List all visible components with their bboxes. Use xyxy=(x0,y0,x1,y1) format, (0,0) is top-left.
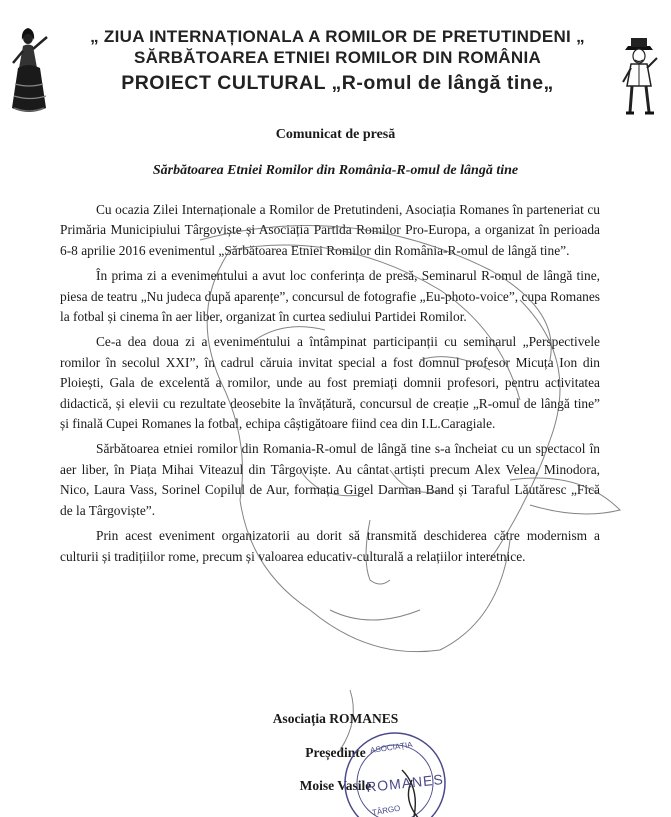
paragraph: Cu ocazia Zilei Internaționale a Romilor de Pretutindeni, Asociația Romanes în parteneriat cu Primăria Municipiului Târgoviște și Asociația Partida Romilor Pro-Europa, a organizat în perioada 6-8 aprilie 2016 evenimentul „Sărbătoarea Etniei Romilor din România-R-omul de lângă tine”. xyxy=(60,202,600,258)
signature-role: Președinte xyxy=(305,745,366,760)
stamp-top-text: ASOCIAȚIA xyxy=(369,740,414,755)
project-title: PROIECT CULTURAL „R-omul de lângă tine„ xyxy=(121,72,554,94)
paragraph: Prin acest eveniment organizatorii au dorit să transmită deschiderea către modernism a culturii și tradițiilor rome, precum și valoarea educativ-culturală a relațiilor interetnice. xyxy=(60,528,600,564)
paragraph: Sărbătoarea etniei romilor din Romania-R-omul de lângă tine s-a încheiat cu un spectacol în aer liber, în Piața Mihai Viteazul din Târgoviște. Au cântat artiști precum Alex Velea, Minodora, Nico, Laura Vass, Sorinel Copilul de Aur, formația Gigel Darman Band și Taraful Lăutăresc „Fică de la Târgoviște”. xyxy=(60,441,600,518)
stamp-middle-text: ROMANES xyxy=(365,770,445,796)
paragraph: Ce-a dea doua zi a evenimentului a întâmpinat participanții cu seminarul „Perspectivele romilor în secolul XXI”, în cadrul căruia invitat special a fost domnul profesor Micuța Ion din Ploiești, Gala de excelentă a romilor, unde au fost premiați domnii profesori, pentru activitatea didactică, și elevii cu rezultate deosebite la învățătură, concursul de creație „R-omul de lângă tine” și finală Cupei Romanes la fotbal, echipa câștigătoare fiind cea din I.L.Caragiale. xyxy=(60,334,600,432)
stamp-bottom-text: TÂRGO xyxy=(371,803,402,817)
header-line-1: „ ZIUA INTERNAȚIONALA A ROMILOR DE PRETUTINDENI „ xyxy=(90,27,585,46)
man-with-hat-illustration xyxy=(616,36,662,118)
signature-organization: Asociația ROMANES xyxy=(272,711,399,726)
header-line-2: SĂRBĂTOAREA ETNIEI ROMILOR DIN ROMÂNIA xyxy=(133,48,542,67)
body-text xyxy=(60,200,600,572)
dancer-figure-illustration xyxy=(6,24,50,116)
press-release-label: Comunicat de presă xyxy=(275,127,396,142)
signature-name: Moise Vasile xyxy=(299,778,372,793)
paragraph: În prima zi a evenimentului a avut loc conferința de presă, Seminarul R-omul de lângă tine, piesa de teatru „Nu judeca după aparențe”, concursul de fotografie „Eu-photo-voice”, cupa Romanes la fotbal și cinema în aer liber, organizat în curtea sediului Partidei Romilor. xyxy=(60,268,600,325)
document-subtitle: Sărbătoarea Etniei Romilor din România-R-omul de lângă tine xyxy=(152,163,519,178)
